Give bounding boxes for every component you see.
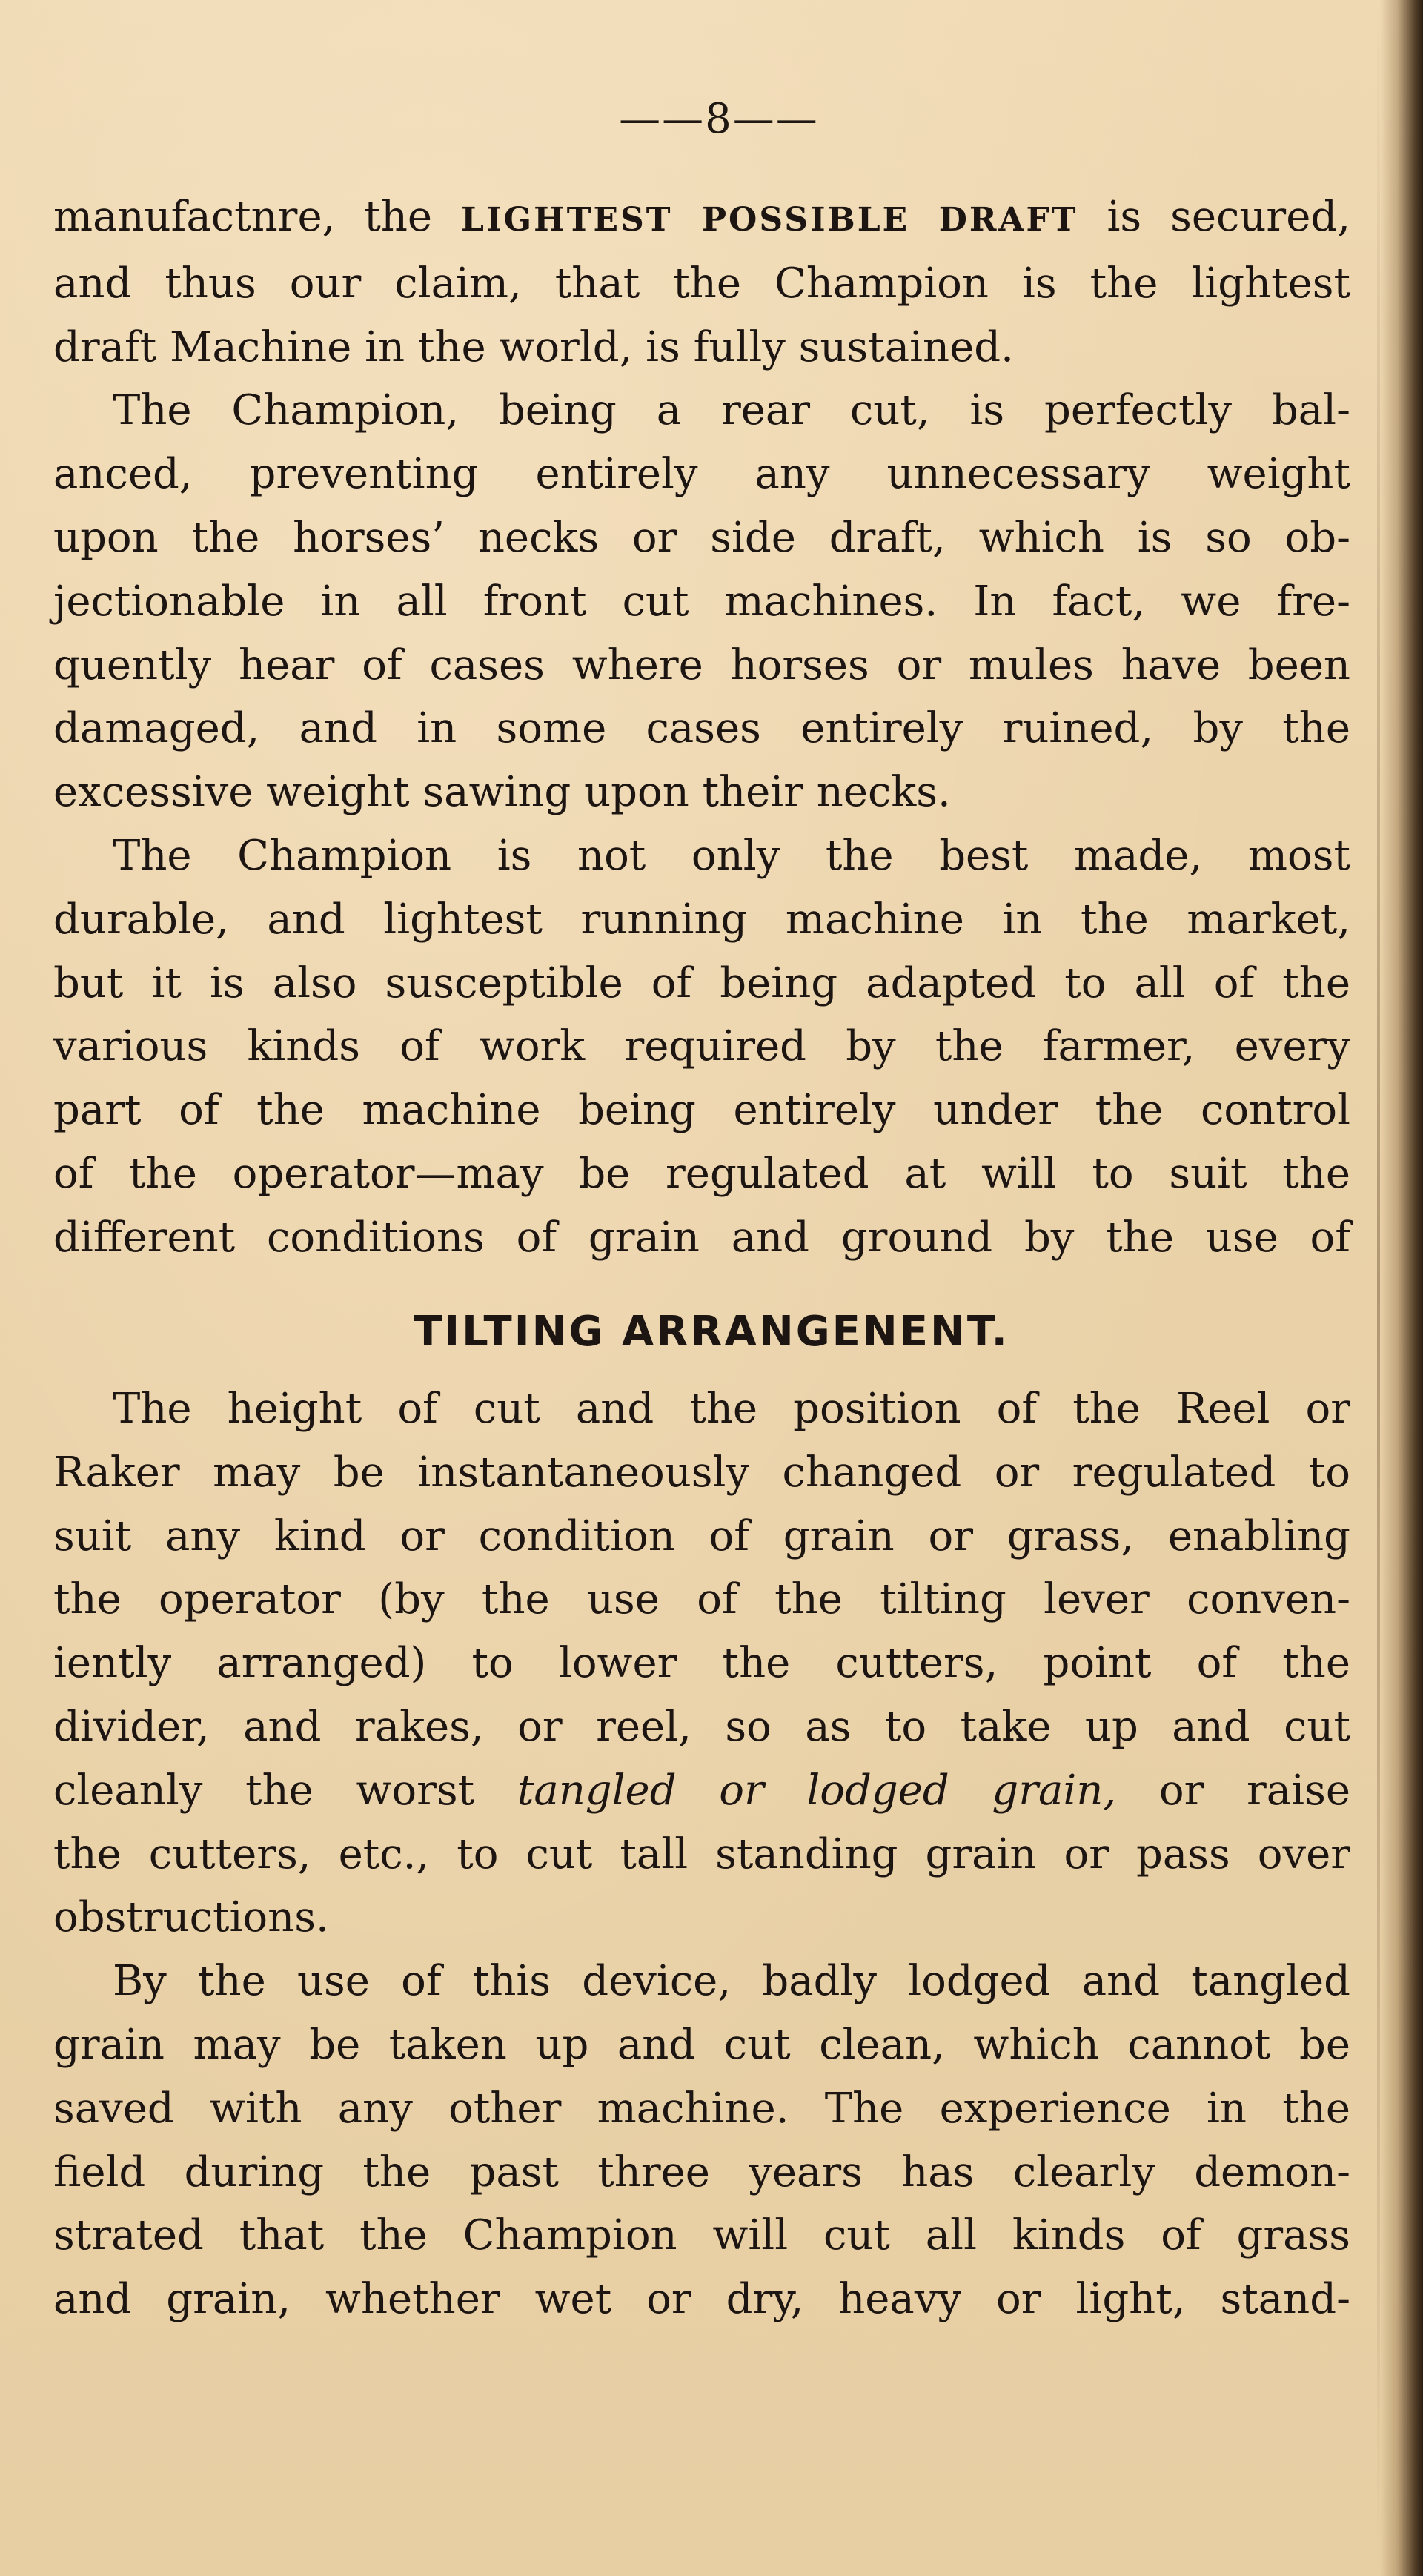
text-fragment: cleanly the worst bbox=[53, 1766, 475, 1815]
italic-phrase: tangled or lodged grain, bbox=[517, 1766, 1117, 1815]
text-line: strated that the Champion will cut all kinds of grass bbox=[53, 2211, 1350, 2260]
page-number: ——8—— bbox=[619, 95, 819, 143]
text-line: the operator (by the use of the tilting lever conven- bbox=[53, 1575, 1350, 1624]
body-text-section-1 bbox=[53, 185, 1350, 1270]
text-line: jectionable in all front cut machines. In fact, we fre- bbox=[53, 577, 1350, 626]
paragraph-start-line: The Champion, being a rear cut, is perfectly bal- bbox=[113, 386, 1350, 435]
text-line: upon the horses’ necks or side draft, which is so ob- bbox=[53, 513, 1350, 562]
section-heading: TILTING ARRANGENENT. bbox=[414, 1308, 1009, 1356]
text-line: damaged, and in some cases entirely ruined, by the bbox=[53, 704, 1350, 753]
body-text-section-2 bbox=[53, 1377, 1350, 2331]
text-line: but it is also susceptible of being adapted to all of the bbox=[53, 958, 1350, 1007]
text-line: and grain, whether wet or dry, heavy or light, stand- bbox=[53, 2275, 1350, 2324]
text-line: obstructions. bbox=[53, 1893, 329, 1942]
text-line: and thus our claim, that the Champion is the lightest bbox=[53, 259, 1350, 308]
book-spine-edge bbox=[1380, 0, 1423, 2576]
text-line: various kinds of work required by the farmer, every bbox=[53, 1022, 1350, 1071]
paragraph-start-line: By the use of this device, badly lodged and tangled bbox=[113, 1957, 1350, 2006]
text-line: of the operator—may be regulated at will to suit the bbox=[53, 1149, 1350, 1198]
text-fragment: or raise bbox=[1158, 1766, 1350, 1815]
text-fragment: manufactnre, the bbox=[53, 193, 433, 241]
text-line: different conditions of grain and ground by the use of bbox=[53, 1213, 1350, 1262]
text-line: grain may be taken up and cut clean, which cannot be bbox=[53, 2020, 1350, 2069]
paragraph-start-line: The Champion is not only the best made, most bbox=[113, 831, 1350, 880]
text-line: iently arranged) to lower the cutters, point of the bbox=[53, 1639, 1350, 1688]
text-line: Raker may be instantaneously changed or regulated to bbox=[53, 1448, 1350, 1497]
text-line: anced, preventing entirely any unnecessary weight bbox=[53, 450, 1350, 499]
text-line: saved with any other machine. The experience in the bbox=[53, 2084, 1350, 2133]
text-line: part of the machine being entirely under the control bbox=[53, 1086, 1350, 1135]
text-line: durable, and lightest running machine in the market, bbox=[53, 895, 1350, 944]
text-fragment: is secured, bbox=[1107, 193, 1350, 241]
text-line: divider, and rakes, or reel, so as to take up and cut bbox=[53, 1702, 1350, 1751]
text-line: excessive weight sawing upon their necks. bbox=[53, 768, 951, 817]
text-line: quently hear of cases where horses or mules have been bbox=[53, 640, 1350, 689]
text-line bbox=[53, 185, 1350, 252]
text-line bbox=[53, 1759, 1350, 1823]
text-line: suit any kind or condition of grain or grass, enabling bbox=[53, 1512, 1350, 1560]
text-line: the cutters, etc., to cut tall standing grain or pass over bbox=[53, 1830, 1350, 1878]
text-line: draft Machine in the world, is fully sustained. bbox=[53, 322, 1014, 371]
small-caps-phrase: LIGHTEST POSSIBLE DRAFT bbox=[461, 201, 1078, 239]
paragraph-start-line: The height of cut and the position of the Reel or bbox=[113, 1385, 1350, 1433]
text-line: field during the past three years has clearly demon- bbox=[53, 2148, 1350, 2196]
